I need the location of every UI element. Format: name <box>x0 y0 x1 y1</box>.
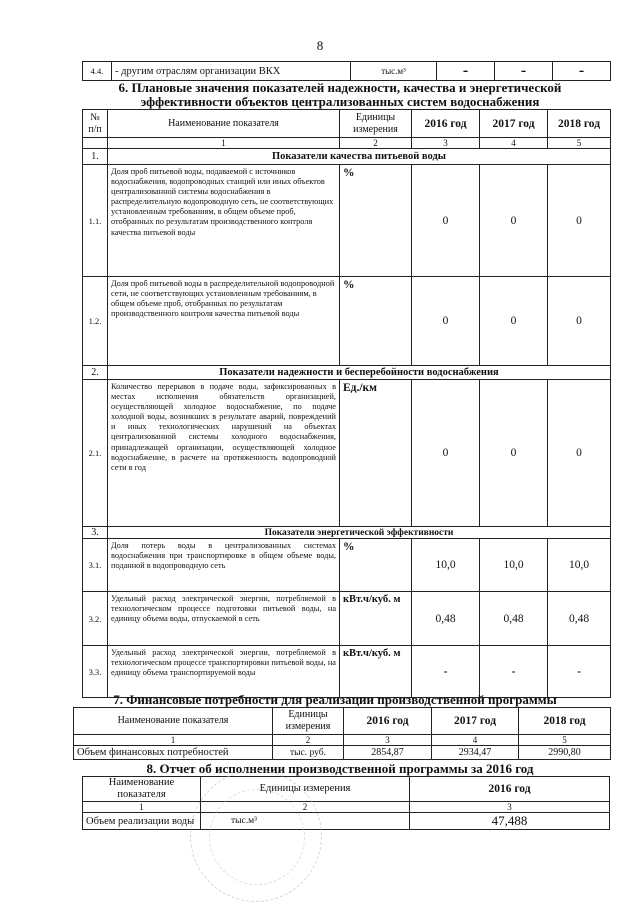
stamp-seal <box>190 770 322 902</box>
index-cell: 4 <box>480 138 548 149</box>
value-2018: - <box>553 62 611 81</box>
row-number: 3.1. <box>83 539 108 592</box>
header-name: Наименование показателя <box>83 777 201 802</box>
header-2016: 2016 год <box>412 110 480 138</box>
header-name: Наименование показателя <box>74 708 273 735</box>
group-number: 1. <box>83 149 108 165</box>
row-number: 1.2. <box>83 277 108 366</box>
group-title: Показатели надежности и бесперебойности водоснабжения <box>108 366 611 380</box>
value-2016: 10,0 <box>412 539 480 592</box>
header-2017: 2017 год <box>432 708 519 735</box>
row-number: 3.3. <box>83 646 108 698</box>
row-description: Доля проб питьевой воды, подаваемой с источников водоснабжения, водопроводных станций или иных объектов централизованной системы водоснабжения в распределительную водопроводную сеть, не соответствующих установленным требованиям, в общем объеме проб, отобранных по результатам производственного контроля качества питьевой воды <box>108 165 340 277</box>
value-2016: - <box>412 646 480 698</box>
row-unit: % <box>340 539 412 592</box>
row-description: Доля проб питьевой воды в распределительной водопроводной сети, не соответствующих установленным требованиям, в общем объеме проб, отобранных по результатам производственного контроля качества питьевой воды <box>108 277 340 366</box>
value-2018: 0 <box>548 277 611 366</box>
group-number: 3. <box>83 527 108 539</box>
row-unit: тыс.м³ <box>201 813 410 830</box>
section-7-table <box>73 707 611 760</box>
header-2018: 2018 год <box>548 110 611 138</box>
header-unit: Единицы измерения <box>273 708 344 735</box>
group-title: Показатели качества питьевой воды <box>108 149 611 165</box>
index-cell: 1 <box>83 802 201 813</box>
row-unit: кВт.ч/куб. м <box>340 592 412 646</box>
header-unit: Единицы измерения <box>201 777 410 802</box>
index-cell: 2 <box>273 735 344 746</box>
value-2018: 2990,80 <box>519 746 611 760</box>
index-cell: 1 <box>108 138 340 149</box>
row-name: - другим отраслям организации ВКХ <box>112 62 351 81</box>
row-description: Доля потерь воды в централизованных системах водоснабжения при транспортировке в общем объеме воды, поданной в водопроводную сеть <box>108 539 340 592</box>
index-cell: 4 <box>432 735 519 746</box>
value-2017: 0,48 <box>480 592 548 646</box>
page-number: 8 <box>316 38 324 53</box>
value-2018: 0 <box>548 380 611 527</box>
value-2018: - <box>548 646 611 698</box>
index-cell: 3 <box>412 138 480 149</box>
row-name: Объем финансовых потребностей <box>74 746 273 760</box>
row-description: Удельный расход электрической энергии, потребляемой в технологическом процессе транспортировки питьевой воды, на единицу объема транспортируемой воды <box>108 646 340 698</box>
row-number: 2.1. <box>83 380 108 527</box>
value-2017: - <box>480 646 548 698</box>
value-2016: - <box>437 62 495 81</box>
row-unit: Ед./км <box>340 380 412 527</box>
header-2017: 2017 год <box>480 110 548 138</box>
index-cell: 5 <box>519 735 611 746</box>
row-unit: кВт.ч/куб. м <box>340 646 412 698</box>
value-2018: 0 <box>548 165 611 277</box>
header-2016: 2016 год <box>410 777 610 802</box>
index-cell: 1 <box>74 735 273 746</box>
section-8-table <box>82 776 610 830</box>
value-2018: 0,48 <box>548 592 611 646</box>
row-number: 3.2. <box>83 592 108 646</box>
index-cell: 2 <box>201 802 410 813</box>
row-number: 4.4. <box>83 62 112 81</box>
header-name: Наименование показателя <box>108 110 340 138</box>
value-2017: 0 <box>480 277 548 366</box>
group-number: 2. <box>83 366 108 380</box>
row-unit: % <box>340 277 412 366</box>
row-description: Удельный расход электрической энергии, потребляемой в технологическом процессе подготовки питьевой воды, на единицу объема воды, отпускаемой в сеть <box>108 592 340 646</box>
value-2017: 2934,47 <box>432 746 519 760</box>
value-2016: 0,48 <box>412 592 480 646</box>
value-2016: 47,488 <box>410 813 610 830</box>
value-2017: - <box>495 62 553 81</box>
row-description: Количество перерывов в подаче воды, зафиксированных в местах исполнения обязательств организацией, осуществляющей холодное водоснабжение, по подаче холодной воды, возникших в результате аварий, повреждений и иных технологических нарушений на объектах централизованной системы холодного водоснабжения, принадлежащей организации, осуществляющей холодное водоснабжение, в расчете на протяженность водопроводной сети в год <box>108 380 340 527</box>
header-2018: 2018 год <box>519 708 611 735</box>
index-cell: 3 <box>410 802 610 813</box>
section-6-title-line-1: 6. Плановые значения показателей надежности, качества и энергетической <box>118 80 562 95</box>
header-num: № п/п <box>83 110 108 138</box>
value-2016: 2854,87 <box>344 746 432 760</box>
value-2016: 0 <box>412 277 480 366</box>
table-row-4-4 <box>82 61 611 81</box>
section-7-title: 7. Финансовые потребности для реализации производственной программы <box>113 692 557 707</box>
section-8-title: 8. Отчет об исполнении производственной программы за 2016 год <box>146 761 534 776</box>
value-2018: 10,0 <box>548 539 611 592</box>
value-2017: 10,0 <box>480 539 548 592</box>
row-name: Объем реализации воды <box>83 813 201 830</box>
value-2016: 0 <box>412 165 480 277</box>
row-unit: тыс. руб. <box>273 746 344 760</box>
index-cell: 2 <box>340 138 412 149</box>
header-unit: Единицы измерения <box>340 110 412 138</box>
value-2016: 0 <box>412 380 480 527</box>
section-6-title-line-2: эффективности объектов централизованных систем водоснабжения <box>140 94 540 109</box>
header-2016: 2016 год <box>344 708 432 735</box>
index-cell: 5 <box>548 138 611 149</box>
section-6-table <box>82 109 611 698</box>
index-cell: 3 <box>344 735 432 746</box>
value-2017: 0 <box>480 165 548 277</box>
row-number: 1.1. <box>83 165 108 277</box>
group-title: Показатели энергетической эффективности <box>108 527 611 539</box>
value-2017: 0 <box>480 380 548 527</box>
row-unit: тыс.м³ <box>351 62 437 81</box>
row-unit: % <box>340 165 412 277</box>
